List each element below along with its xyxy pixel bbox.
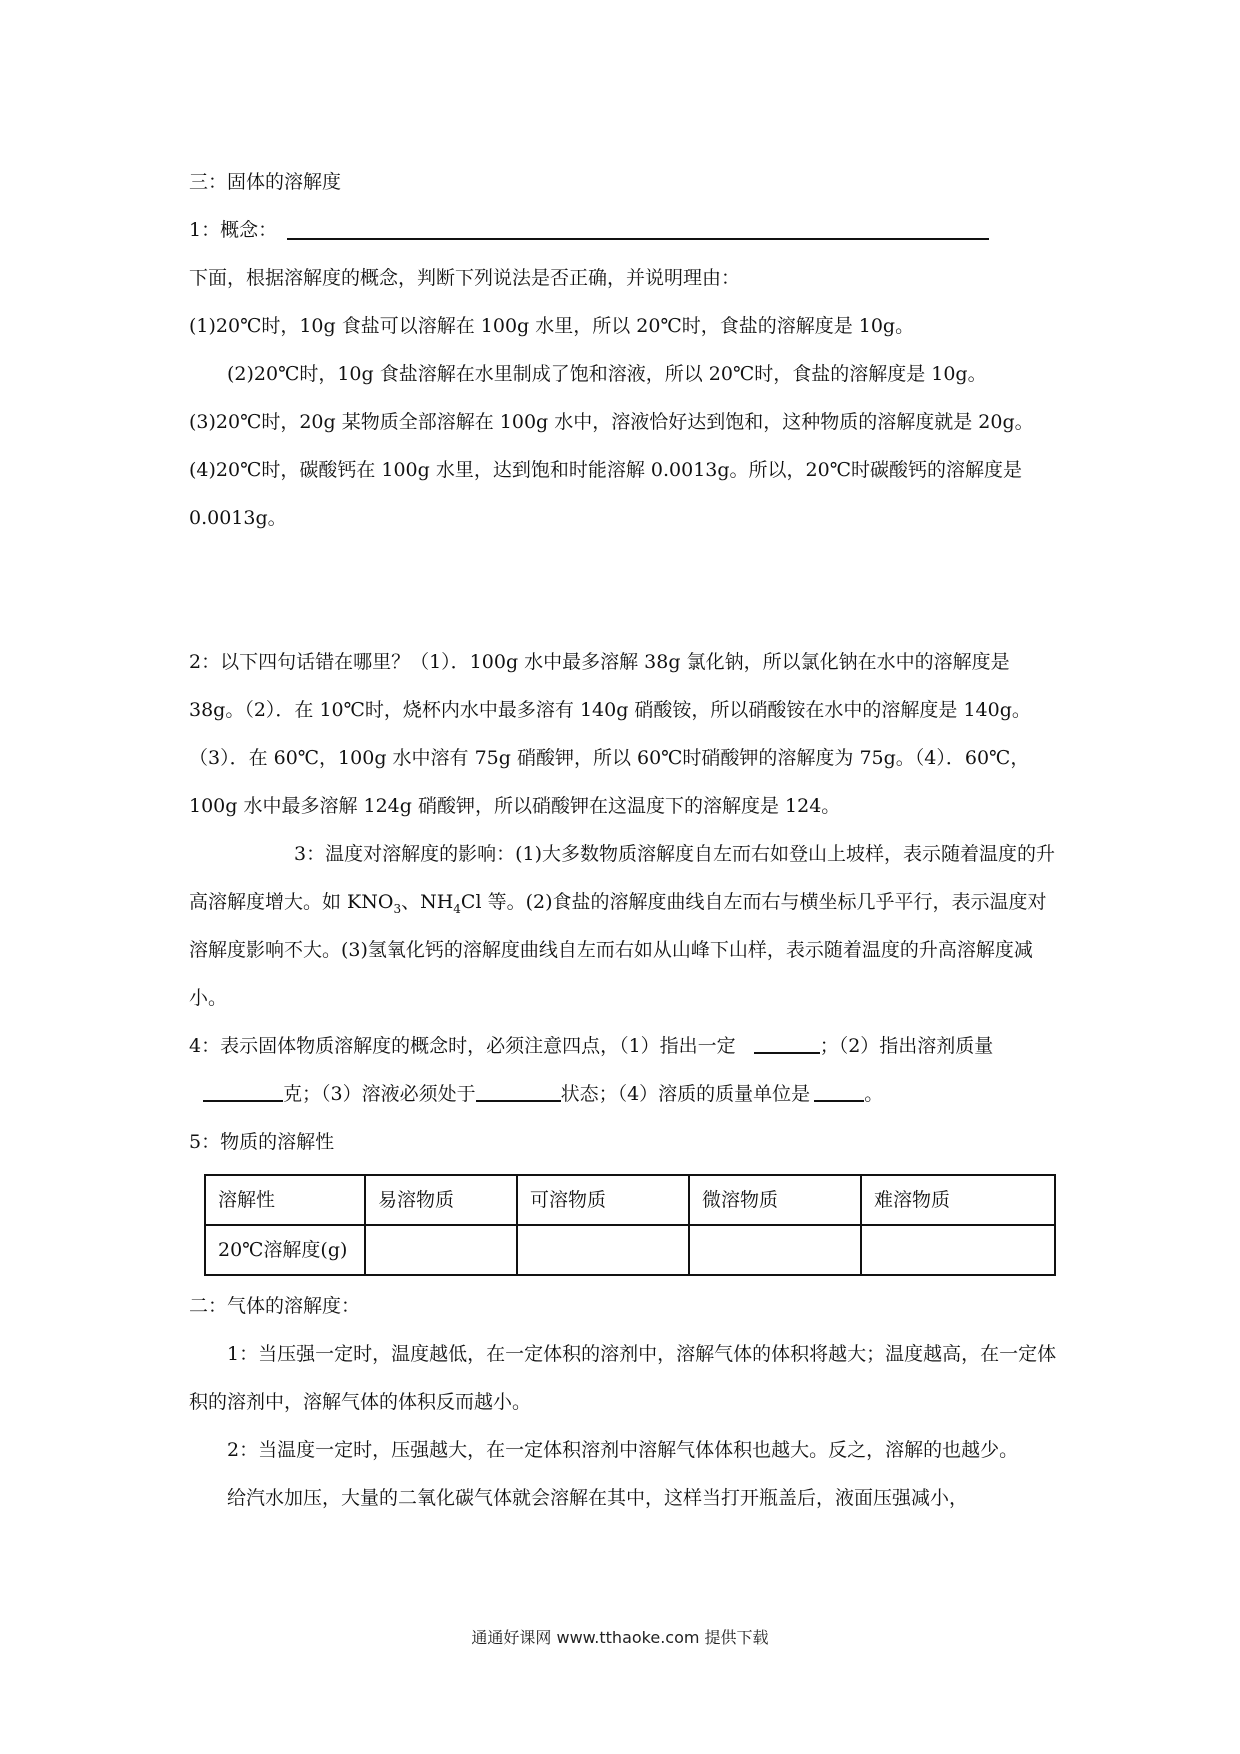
gas-title: 二：气体的溶解度：: [189, 1295, 361, 1317]
table-header-cell: 难溶物质: [861, 1175, 1055, 1225]
q4-blank-1[interactable]: [754, 1032, 820, 1054]
q4-blank-2[interactable]: [203, 1080, 283, 1102]
solubility-table: [204, 1174, 1056, 1276]
table-cell[interactable]: [365, 1225, 517, 1275]
document-body: [189, 158, 1057, 1522]
question-2: 2：以下四句话错在哪里？（1）．100g 水中最多溶解 38g 氯化钠，所以氯化钠在水中的溶解度是 38g。（2）．在 10℃时，烧杯内水中最多溶有 140g 硝酸铵，所以硝酸铵在水中的溶解度是 140g。（3）．在 60℃，100g 水中溶有 75g 硝酸钾，所以 60℃时硝酸钾的溶解度为 75g。（4）．60℃，100g 水中最多溶解 124g 硝酸钾，所以硝酸钾在这温度下的溶解度是 124。: [189, 651, 1031, 817]
q3-sub-1: 3: [393, 901, 402, 916]
q4-text-5: 。: [864, 1083, 884, 1105]
table-header-cell: 可溶物质: [517, 1175, 689, 1225]
statement-1: (1)20℃时，10g 食盐可以溶解在 100g 水里，所以 20℃时，食盐的溶解度是 10g。: [189, 315, 915, 337]
gas-point-1: 1：当压强一定时，温度越低，在一定体积的溶剂中，溶解气体的体积将越大；温度越高，在一定体积的溶剂中，溶解气体的体积反而越小。: [189, 1343, 1057, 1413]
section3-title: 三：固体的溶解度: [189, 171, 342, 193]
q3-text-b: 、NH: [401, 891, 454, 913]
concept-line: [189, 206, 1057, 254]
q3-text-a: 3：温度对溶解度的影响：(1)大多数物质溶解度自左而右如登山上坡样，表示随着温度的升高溶解度增大。如 KNO: [189, 843, 1056, 913]
table-row: [205, 1225, 1055, 1275]
table-row-label: 20℃溶解度(g): [205, 1225, 365, 1275]
q4-text-4: 状态；（4）溶质的质量单位是: [560, 1083, 811, 1105]
table-cell[interactable]: [689, 1225, 861, 1275]
q4-text-2: ；（2）指出溶剂质量: [819, 1035, 994, 1057]
table-cell[interactable]: [517, 1225, 689, 1275]
q4-blank-3[interactable]: [476, 1080, 561, 1102]
q4-text-1: 4：表示固体物质溶解度的概念时，必须注意四点，（1）指出一定: [189, 1035, 736, 1057]
table-cell[interactable]: [861, 1225, 1055, 1275]
question-3: [189, 830, 1057, 1022]
table-header-cell: 微溶物质: [689, 1175, 861, 1225]
concept-blank[interactable]: [287, 216, 989, 240]
question-5-title: 5：物质的溶解性: [189, 1131, 335, 1153]
page-footer: 通通好课网 www.tthaoke.com 提供下载: [471, 1628, 769, 1647]
concept-label: 1：概念：: [189, 219, 278, 241]
table-header-cell: 易溶物质: [365, 1175, 517, 1225]
table-header-cell: 溶解性: [205, 1175, 365, 1225]
q3-text-c: Cl 等。(2)食盐的溶解度曲线自左而右与横坐标几乎平行，表示温度对溶解度影响不大。(3)氢氧化钙的溶解度曲线自左而右如从山峰下山样，表示随着温度的升高溶解度减小。: [189, 891, 1047, 1009]
soda-example: 给汽水加压，大量的二氧化碳气体就会溶解在其中，这样当打开瓶盖后，液面压强减小，: [227, 1487, 969, 1509]
question-4: [189, 1022, 1057, 1118]
answer-space: [189, 542, 1057, 638]
gas-point-2: 2：当温度一定时，压强越大，在一定体积溶剂中溶解气体体积也越大。反之，溶解的也越少。: [227, 1439, 1019, 1461]
table-header-row: [205, 1175, 1055, 1225]
statement-3-4: (3)20℃时，20g 某物质全部溶解在 100g 水中，溶液恰好达到饱和，这种物质的溶解度就是 20g。(4)20℃时，碳酸钙在 100g 水里，达到饱和时能溶解 0.0013g。所以，20℃时碳酸钙的溶解度是 0.0013g。: [189, 411, 1034, 529]
q4-blank-4[interactable]: [814, 1080, 864, 1102]
intro-text: 下面，根据溶解度的概念，判断下列说法是否正确，并说明理由：: [189, 267, 741, 289]
q3-sub-2: 4: [453, 901, 461, 916]
q4-text-3: 克；（3）溶液必须处于: [283, 1083, 476, 1105]
statement-2: (2)20℃时，10g 食盐溶解在水里制成了饱和溶液，所以 20℃时，食盐的溶解度是 10g。: [227, 363, 987, 385]
